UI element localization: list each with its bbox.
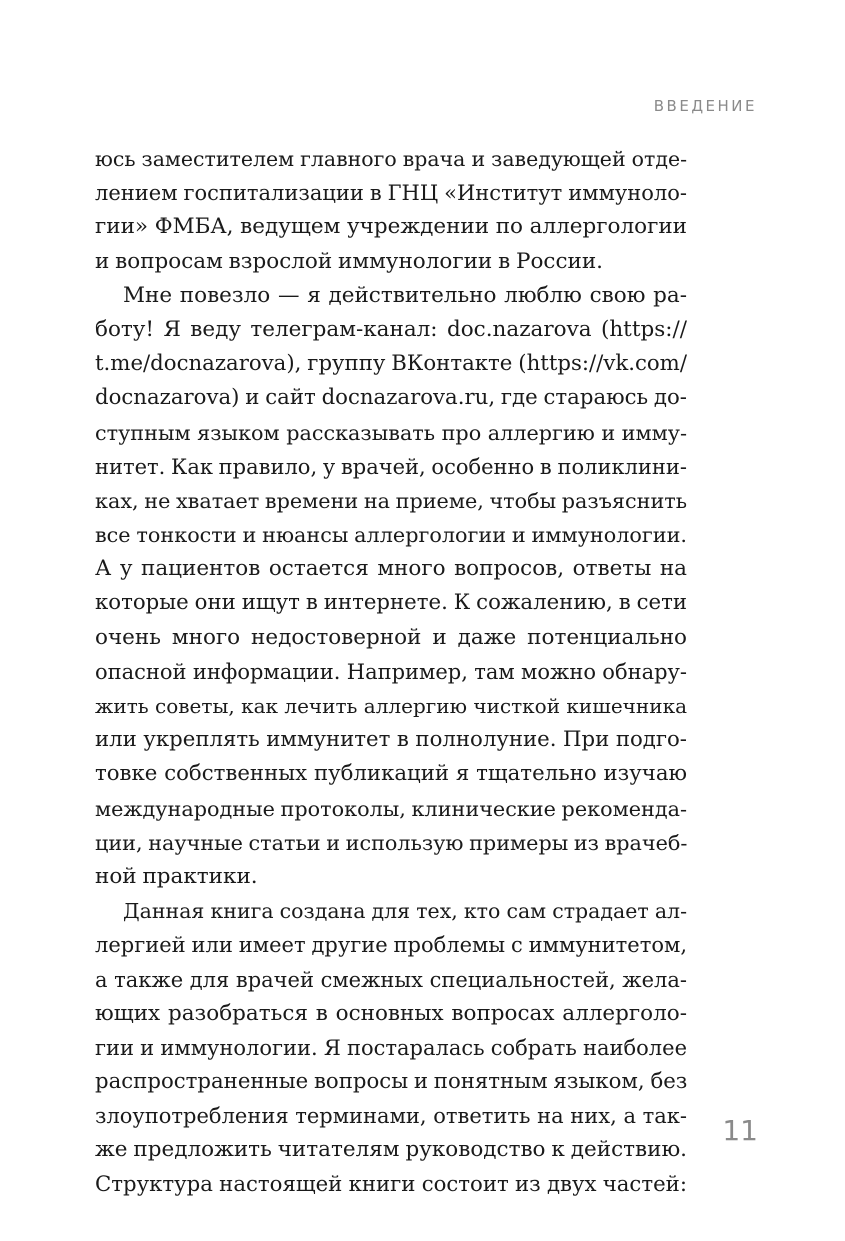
text-line: же предложить читателям руководство к действию. [95, 1137, 687, 1163]
text-line: docnazarova) и сайт docnazarova.ru, где стараюсь до- [95, 385, 687, 411]
text-line: ках, не хватает времени на приеме, чтобы разъяснить [95, 488, 688, 513]
text-line: t.me/docnazarova), группу ВКонтакте (https://vk.com/ [95, 351, 687, 377]
text-line: ной практики. [95, 863, 258, 889]
text-line: все тонкости и нюансы аллергологии и иммунологии. [95, 523, 687, 548]
text-line: нитет. Как правило, у врачей, особенно в поликлини- [95, 454, 687, 479]
body-text [95, 142, 687, 1202]
text-line: лением госпитализации в ГНЦ «Институт иммуноло- [95, 181, 687, 206]
text-line: юсь заместителем главного врача и заведующей отде- [95, 147, 687, 171]
text-line: жить советы, как лечить аллергию чисткой кишечника [95, 694, 687, 718]
text-line: или укреплять иммунитет в полнолуние. При подго- [95, 727, 687, 753]
text-line: боту! Я веду телеграм-канал: doc.nazarova (https:// [95, 316, 687, 342]
text-line: Мне повезло — я действительно люблю свою ра- [123, 282, 687, 308]
text-line: международные протоколы, клинические рекоменда- [95, 796, 687, 821]
running-head: ВВЕДЕНИЕ [653, 97, 757, 115]
text-line: а также для врачей смежных специальностей, жела- [95, 967, 687, 992]
text-line: ступным языком рассказывать про аллергию и имму- [95, 420, 687, 445]
text-line: очень много недостоверной и даже потенциально [95, 624, 687, 650]
text-line: опасной информации. Например, там можно обнару- [95, 659, 687, 684]
text-line: А у пациентов остается много вопросов, ответы на [95, 556, 687, 582]
text-line: распространенные вопросы и понятным языком, без [95, 1069, 688, 1095]
text-line: лергией или имеет другие проблемы с иммунитетом, [95, 933, 687, 958]
text-line: гии» ФМБА, ведущем учреждении по аллергологии [95, 214, 687, 240]
text-line: товке собственных публикаций я тщательно изучаю [95, 761, 687, 787]
text-line: злоупотребления терминами, ответить на них, а так- [95, 1104, 687, 1129]
text-line: Структура настоящей книги состоит из двух частей: [95, 1171, 687, 1197]
text-line: гии и иммунологии. Я постаралась собрать наиболее [95, 1035, 687, 1060]
text-line: ции, научные статьи и использую примеры из врачеб- [95, 830, 688, 855]
text-line: Данная книга создана для тех, кто сам страдает ал- [123, 899, 687, 924]
page-number: 11 [722, 1114, 758, 1147]
text-line: которые они ищут в интернете. К сожалению, в сети [95, 590, 687, 616]
text-line: ющих разобраться в основных вопросах аллерголо- [95, 1000, 687, 1026]
text-line: и вопросам взрослой иммунологии в России. [95, 248, 603, 274]
